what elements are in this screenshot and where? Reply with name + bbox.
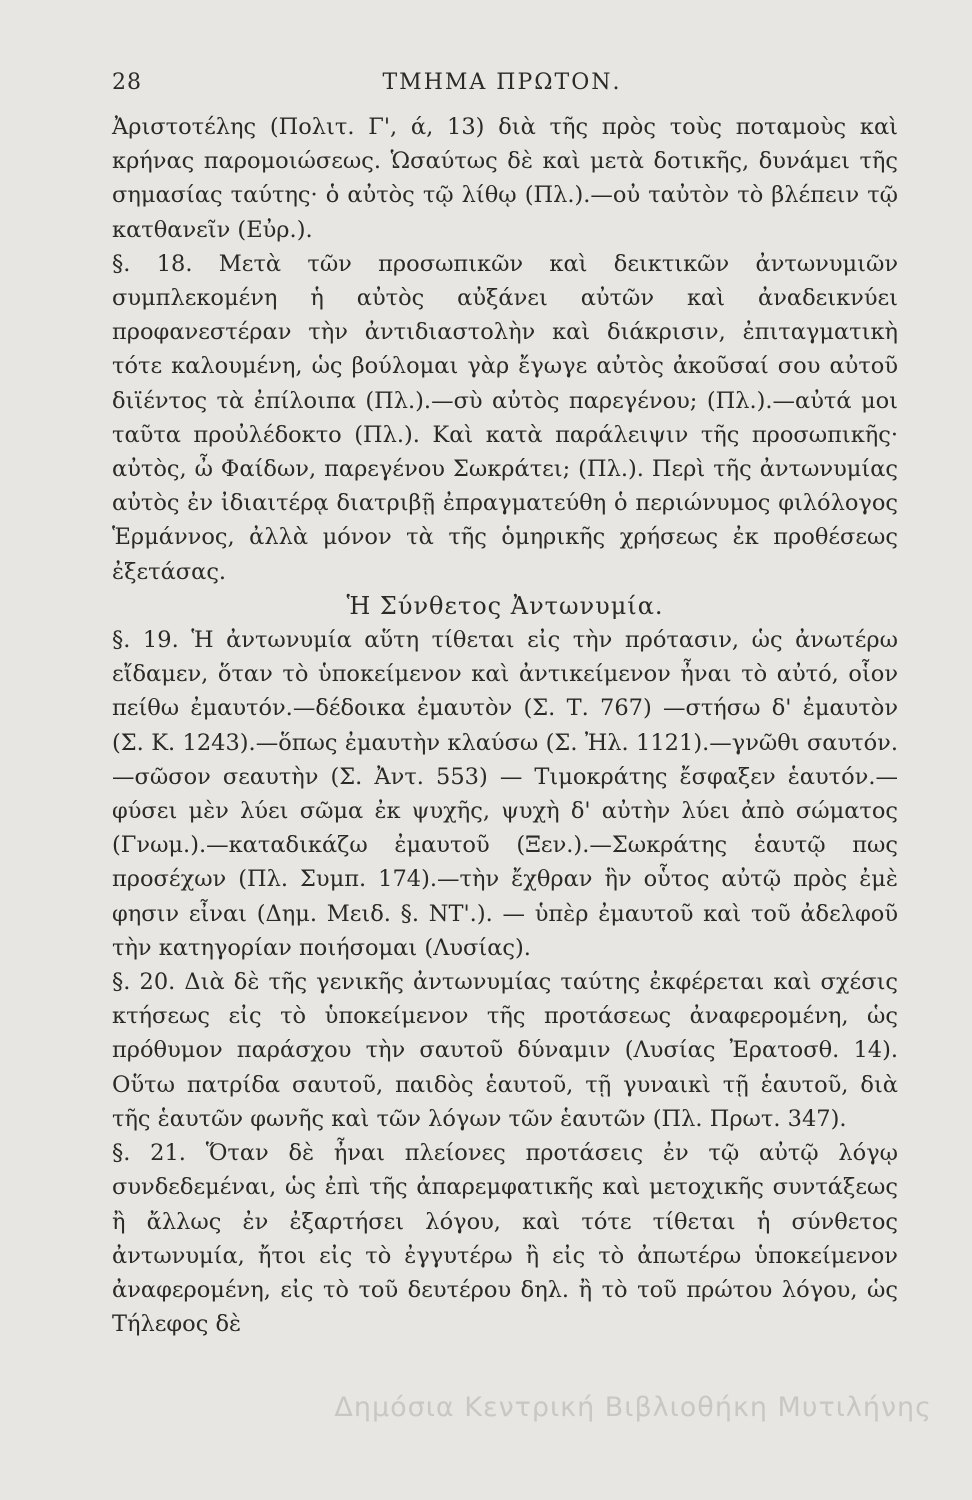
page-number: 28 [112, 70, 142, 95]
library-watermark: Δημόσια Κεντρική Βιβλιοθήκη Μυτιλήνης [334, 1392, 932, 1423]
paragraph-section-18: §. 18. Μετὰ τῶν προσωπικῶν καὶ δεικτικῶν ἀντωνυμιῶν συμπλεκομένη ἡ αὐτὸς αὐξάνει αὐτῶν καὶ ἀναδεικνύει προφανεστέραν τὴν ἀντιδιαστολὴν καὶ διάκρισιν, ἐπιταγματικὴ τότε καλουμένη, ὡς βούλομαι γὰρ ἔγωγε αὐτὸς ἀκοῦσαί σου αὐτοῦ διϊέντος τὰ ἐπίλοιπα (Πλ.).—σὺ αὐτὸς παρεγένου; (Πλ.).—αὐτά μοι ταῦτα προὐλέδοκτο (Πλ.). Καὶ κατὰ παράλειψιν τῆς προσωπικῆς· αὐτὸς, ὦ Φαίδων, παρεγένου Σωκράτει; (Πλ.). Περὶ τῆς ἀντωνυμίας αὐτὸς ἐν ἰδιαιτέρᾳ διατριβῇ ἐπραγματεύθη ὁ περιώνυμος φιλόλογος Ἑρμάννος, ἀλλὰ μόνον τὰ τῆς ὁμηρικῆς χρήσεως ἐκ προθέσεως ἐξετάσας. [112, 250, 898, 585]
running-title: ΤΜΗΜΑ ΠΡΩΤΟΝ. [382, 70, 622, 95]
paragraph-section-20: §. 20. Διὰ δὲ τῆς γενικῆς ἀντωνυμίας ταύτης ἐκφέρεται καὶ σχέσις κτήσεως εἰς τὸ ὑποκείμενον τῆς προτάσεως ἀναφερομένη, ὡς πρόθυμον παράσχου τὴν σαυτοῦ δύναμιν (Λυσίας Ἐρατοσθ. 14). Οὕτω πατρίδα σαυτοῦ, παιδὸς ἑαυτοῦ, τῇ γυναικὶ τῇ ἑαυτοῦ, διὰ τῆς ἑαυτῶν φωνῆς καὶ τῶν λόγων τῶν ἑαυτῶν (Πλ. Πρωτ. 347). [112, 969, 898, 1132]
page-header [112, 70, 892, 110]
paragraph-section-19: §. 19. Ἡ ἀντωνυμία αὕτη τίθεται εἰς τὴν πρότασιν, ὡς ἀνωτέρω εἴδαμεν, ὅταν τὸ ὑποκείμενον καὶ ἀντικείμενον ἦναι τὸ αὐτό, οἷον πείθω ἐμαυτόν.—δέδοικα ἐμαυτὸν (Σ. Τ. 767) —στήσω δ' ἐμαυτὸν (Σ. Κ. 1243).—ὅπως ἐμαυτὴν κλαύσω (Σ. Ἠλ. 1121).—γνῶθι σαυτόν.—σῶσον σεαυτὴν (Σ. Ἀντ. 553) — Τιμοκράτης ἔσφαξεν ἑαυτόν.— φύσει μὲν λύει σῶμα ἐκ ψυχῆς, ψυχὴ δ' αὐτὴν λύει ἀπὸ σώματος (Γνωμ.).—καταδικάζω ἐμαυτοῦ (Ξεν.).—Σωκράτης ἑαυτῷ πως προσέχων (Πλ. Συμπ. 174).—τὴν ἔχθραν ἣν οὗτος αὐτῷ πρὸς ἐμὲ φησιν εἶναι (Δημ. Μειδ. §. ΝΤ'.). — ὑπὲρ ἐμαυτοῦ καὶ τοῦ ἀδελφοῦ τὴν κατηγορίαν ποιήσομαι (Λυσίας). [112, 627, 898, 961]
paragraph-continuation: Ἀριστοτέλης (Πολιτ. Γ', ά, 13) διὰ τῆς πρὸς τοὺς ποταμοὺς καὶ κρήνας παρομοιώσεως. Ὡσαύτως δὲ καὶ μετὰ δοτικῆς, δυνάμει τῆς σημασίας ταύτης· ὁ αὐτὸς τῷ λίθῳ (Πλ.).—οὐ ταὐτὸν τὸ βλέπειν τῷ κατθανεῖν (Εὐρ.). [112, 114, 898, 243]
page-body [112, 110, 898, 1341]
paragraph-section-21: §. 21. Ὅταν δὲ ἦναι πλείονες προτάσεις ἐν τῷ αὐτῷ λόγῳ συνδεδεμέναι, ὡς ἐπὶ τῆς ἀπαρεμφατικῆς καὶ μετοχικῆς συντάξεως ἢ ἄλλως ἐν ἐξαρτήσει λόγου, καὶ τότε τίθεται ἡ σύνθετος ἀντωνυμία, ἤτοι εἰς τὸ ἐγγυτέρω ἢ εἰς τὸ ἀπωτέρω ὑποκείμενον ἀναφερομένη, εἰς τὸ τοῦ δευτέρου δηλ. ἢ τὸ τοῦ πρώτου λόγου, ὡς Τήλεφος δὲ [112, 1140, 898, 1338]
section-heading: Ἡ Σύνθετος Ἀντωνυμία. [346, 591, 664, 620]
